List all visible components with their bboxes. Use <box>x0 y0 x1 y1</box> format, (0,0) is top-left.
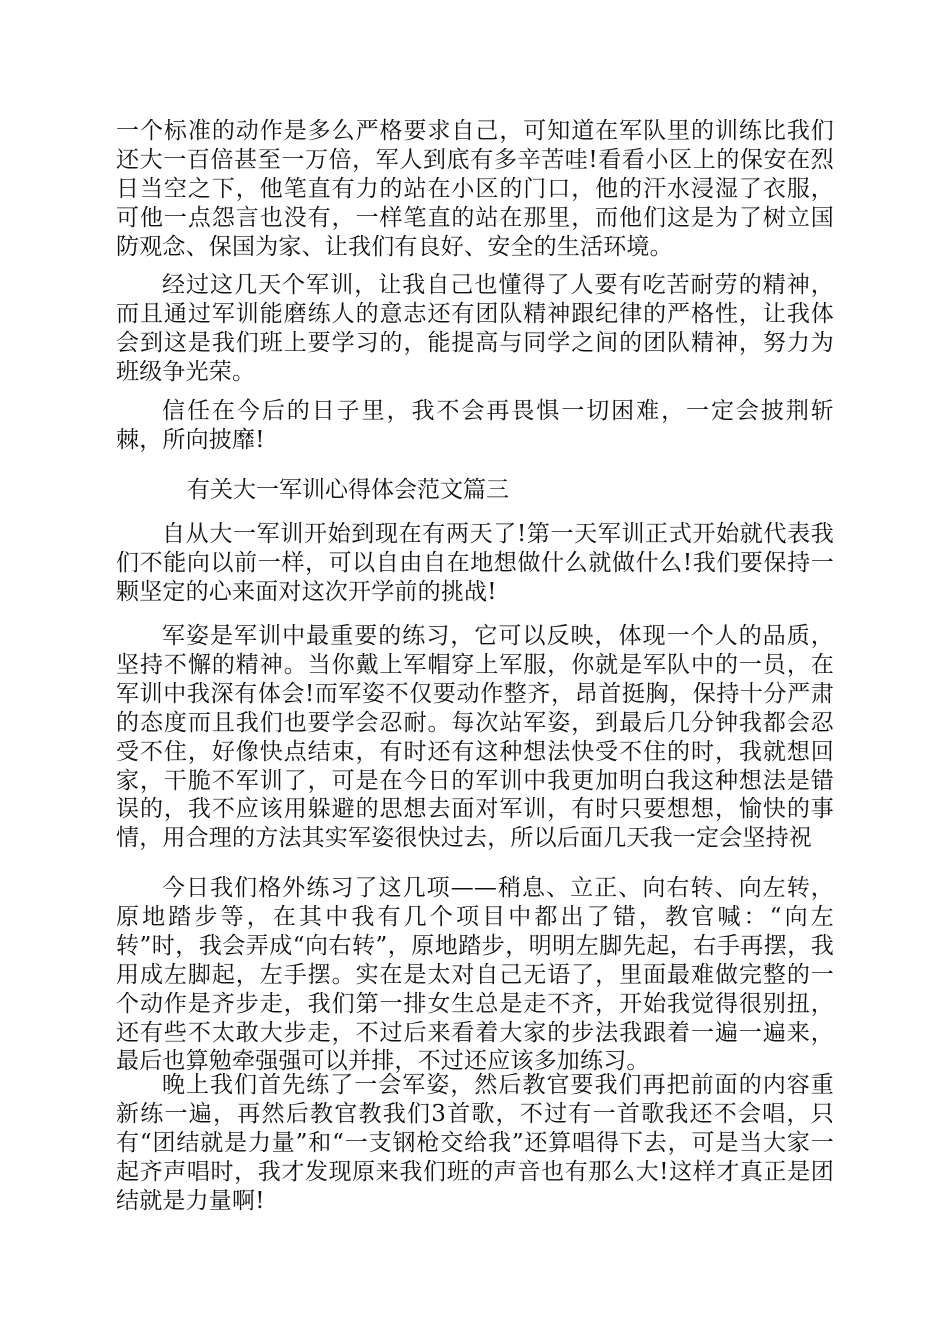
paragraph-3: 信任在今后的日子里，我不会再畏惧一切困难，一定会披荆斩棘，所向披靡! <box>116 398 834 453</box>
paragraph-4: 自从大一军训开始到现在有两天了!第一天军训正式开始就代表我们不能向以前一样，可以自由自在地想做什么就做什么!我们要保持一颗坚定的心来面对这次开学前的挑战! <box>116 521 834 605</box>
paragraph-7: 晚上我们首先练了一会军姿，然后教官要我们再把前面的内容重新练一遍，再然后教官教我们3首歌，不过有一首歌我还不会唱，只有“团结就是力量”和“一支钢枪交给我”还算唱得下去，可是当大家一起齐声唱时，我才发现原来我们班的声音也有那么大!这样才真正是团结就是力量啊! <box>116 1072 834 1214</box>
paragraph-2: 经过这几天个军训，让我自己也懂得了人要有吃苦耐劳的精神，而且通过军训能磨练人的意志还有团队精神跟纪律的严格性，让我体会到这是我们班上要学习的，能提高与同学之间的团队精神，努力为班级争光荣。 <box>116 272 834 385</box>
paragraph-1: 一个标准的动作是多么严格要求自己，可知道在军队里的训练比我们还大一百倍甚至一万倍，军人到底有多辛苦哇!看看小区上的保安在烈日当空之下，他笔直有力的站在小区的门口，他的汗水浸湿了衣服，可他一点怨言也没有，一样笔直的站在那里，而他们这是为了树立国防观念、保国为家、让我们有良好、安全的生活环境。 <box>116 118 834 260</box>
paragraph-5: 军姿是军训中最重要的练习，它可以反映，体现一个人的品质，坚持不懈的精神。当你戴上军帽穿上军服，你就是军队中的一员，在军训中我深有体会!而军姿不仅要动作整齐，昂首挺胸，保持十分严肃的态度而且我们也要学会忍耐。每次站军姿，到最后几分钟我都会忍受不住，好像快点结束，有时还有这种想法快受不住的时，我就想回家，干脆不军训了，可是在今日的军训中我更加明白我这种想法是错误的，我不应该用躲避的思想去面对军训，有时只要想想，愉快的事情，用合理的方法其实军姿很快过去，所以后面几天我一定会坚持祝 <box>116 623 834 852</box>
paragraph-6: 今日我们格外练习了这几项——稍息、立正、向右转、向左转，原地踏步等，在其中我有几个项目中都出了错，教官喊：“向左转”时，我会弄成“向右转”，原地踏步，明明左脚先起，右手再摆，我用成左脚起，左手摆。实在是太对自己无语了，里面最难做完整的一个动作是齐步走，我们第一排女生总是走不齐，开始我觉得很别扭，还有些不太敢大步走，不过后来看着大家的步法我跟着一遍一遍来，最后也算勉牵强强可以并排，不过还应该多加练习。 <box>116 875 834 1075</box>
section-heading: 有关大一军训心得体会范文篇三 <box>187 477 509 503</box>
